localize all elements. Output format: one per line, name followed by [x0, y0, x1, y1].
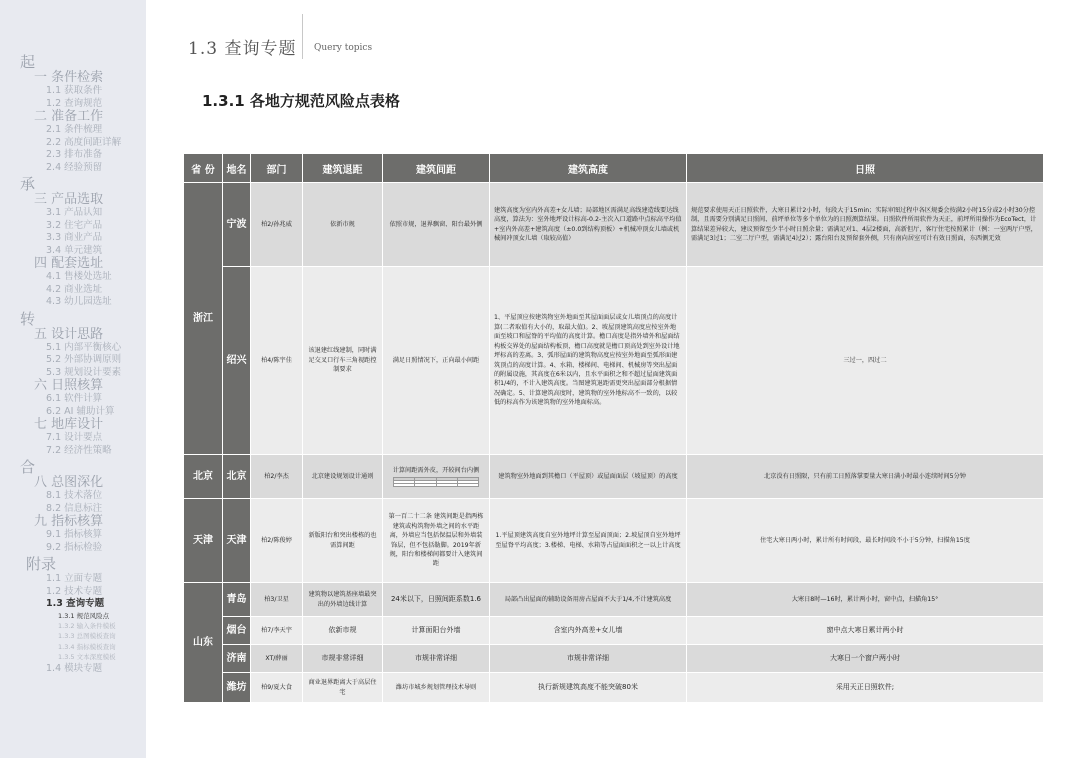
spacing-text: 计算间距需外皮，开较间台内侧: [392, 466, 480, 474]
height-cell: 建筑物室外地面到其檐口（平屋顶）或屋面面层（坡屋顶）的高度: [490, 455, 687, 499]
sidebar-section[interactable]: 五 设计思路: [34, 326, 104, 342]
sidebar-item[interactable]: 7.1 设计要点: [46, 432, 103, 443]
city-cell: 济南: [223, 645, 251, 673]
setback-cell: 依新市规: [303, 617, 383, 645]
height-cell: 1.平屋顶建筑高度自室外地坪计算至屋面顶面；2.坡屋顶自室外地坪至屋脊平均高度；3.楼梯、电梯、水箱等占屋面面积之一以上计高度: [490, 499, 687, 583]
city-cell: 青岛: [223, 583, 251, 617]
city-cell: 绍兴: [223, 267, 251, 455]
dept-cell: 柏9/夏大食: [251, 673, 303, 703]
sidebar-section[interactable]: 六 日照核算: [34, 378, 104, 393]
table-row: [184, 455, 1044, 499]
province-cell: 山东: [184, 583, 223, 703]
spacing-cell: 计算面阳台外墙: [383, 617, 490, 645]
sidebar-item[interactable]: 4.2 商业选址: [46, 283, 103, 295]
sidebar-item[interactable]: 9.2 指标检验: [46, 541, 103, 553]
column-header: 建筑退距: [303, 154, 383, 183]
spacing-cell: 依照市规，退界飘窗、阳台最外侧: [383, 183, 490, 267]
dept-cell: 柏2/陈俊婷: [251, 499, 303, 583]
dept-cell: XT/薛丽: [251, 645, 303, 673]
sidebar-subitem-active[interactable]: 1.3.1 规范风险点: [58, 611, 110, 620]
sidebar-item[interactable]: 6.1 软件计算: [46, 393, 103, 404]
sidebar-subitem[interactable]: 1.3.5 文本深度模板: [58, 653, 116, 662]
column-header: 建筑高度: [490, 154, 687, 183]
sidebar-item[interactable]: 2.4 经验预留: [46, 161, 103, 173]
sidebar-section[interactable]: 九 指标核算: [34, 514, 104, 529]
spacing-cell: [383, 455, 490, 499]
sidebar-item[interactable]: 9.1 指标核算: [46, 529, 103, 540]
sidebar-section[interactable]: 一 条件检索: [34, 70, 104, 85]
sidebar-phase: 起: [20, 53, 36, 71]
sidebar-item[interactable]: 5.1 内部平衡核心: [46, 341, 122, 353]
spacing-cell: 市规非常详细: [383, 645, 490, 673]
sidebar-item[interactable]: 2.1 条件梳理: [46, 124, 103, 135]
sidebar-nav: [0, 0, 146, 758]
spacing-cell: 24米以下，日照间距系数1.6: [383, 583, 490, 617]
page-subtitle: Query topics: [314, 43, 373, 53]
sunlight-cell: 采用天正日照软件;: [687, 673, 1044, 703]
sunlight-cell: 住宅大寒日两小时，累计所有时间段，最长时间段不小于5分钟，扫描角15度: [687, 499, 1044, 583]
sidebar-phase: 合: [20, 458, 36, 476]
height-cell: 建筑高度为室内外高差+女儿墙；局部地区需满足高线建造线要达线高度，算法为：室外地坪设计标高-0.2-主次入口道路中点标高平均值+室内外高差+建筑高度（±0.0到结构顶板）+机械冲顶女儿墙或机械间冲顶女儿墙（取较高值）: [490, 183, 687, 267]
table-row: [184, 583, 1044, 617]
sidebar-item[interactable]: 8.1 技术落位: [46, 490, 103, 501]
sidebar-item[interactable]: 1.2 技术专题: [46, 585, 103, 597]
sidebar-item[interactable]: 2.3 排布准备: [46, 149, 103, 160]
sidebar-section[interactable]: 三 产品选取: [34, 192, 104, 207]
dept-cell: 柏7/李天宇: [251, 617, 303, 645]
sidebar-item[interactable]: 4.1 售楼处选址: [46, 271, 112, 282]
sidebar-section[interactable]: 八 总图深化: [34, 475, 104, 490]
sidebar-appendix-title[interactable]: 附录: [26, 555, 57, 573]
sunlight-cell: 三过一，四过二: [687, 267, 1044, 455]
spacing-cell: 第一百二十二条 建筑间距是指两栋建筑或构筑物外墙之间的水平距离，外墙应当包括保温层和外墙装饰层，但不包括勒脚。2019年新规，阳台和楼梯间都要计入建筑间距: [383, 499, 490, 583]
sidebar-subitem[interactable]: 1.3.3 总图模板查询: [58, 632, 116, 641]
sidebar-subitem[interactable]: 1.3.2 输入条件模板: [58, 621, 116, 630]
table-row: [184, 617, 1044, 645]
column-header: 部门: [251, 154, 303, 183]
sidebar-phase: 转: [20, 309, 36, 328]
sidebar-item[interactable]: 3.2 住宅产品: [46, 219, 103, 231]
sunlight-cell: 规范要求使用天正日照软件，大寒日累计2小时，每段大于15min；实际审图过程中各区规委会按满2小时15分或2小时30分控制，且需要分别满足日照间、前坪单位等多个单位为的日照测算结果。日照软件所用软件为天正，前坪所用操作为EcoTect，计算结果差异较大，建议预留至少半小时日照余量；需满足对1、4层2楼面，高新但厅，客厅住宅按照累计（例：一室两厅户型，需满足3过1；二室二厅户型，需满足4过2）；露台阳台及预留套外侧，只有南向居室可计有效日照面，东西侧无效: [687, 183, 1044, 267]
sunlight-cell: 北京没有日照限，只有前工日照落掌要量大寒日满小时最小连续时间5分钟: [687, 455, 1044, 499]
column-header: 省 份: [184, 154, 223, 183]
table-header-row: [184, 154, 1044, 183]
setback-cell: 北京建设规划设计通则: [303, 455, 383, 499]
city-cell: 潍坊: [223, 673, 251, 703]
sidebar-section[interactable]: 二 准备工作: [34, 109, 104, 124]
sidebar-item-active[interactable]: 1.3 查询专题: [46, 598, 105, 609]
height-cell: 执行新规建筑高度不能突破80米: [490, 673, 687, 703]
table-row: [184, 645, 1044, 673]
province-cell: 天津: [184, 499, 223, 583]
height-cell: 含室内外高差+女儿墙: [490, 617, 687, 645]
sidebar-item[interactable]: 4.3 幼儿园选址: [46, 296, 112, 307]
column-header: 建筑间距: [383, 154, 490, 183]
sunlight-cell: 大寒日一个窗户两小时: [687, 645, 1044, 673]
sidebar-item[interactable]: 1.2 查询规范: [46, 97, 103, 109]
sidebar-section[interactable]: 七 地库设计: [34, 417, 104, 432]
dept-cell: 柏4/陈宇佳: [251, 267, 303, 455]
column-header: 地名: [223, 154, 251, 183]
setback-cell: 建筑物以建筑基座墙最突出的外墙边线计算: [303, 583, 383, 617]
sidebar-item[interactable]: 6.2 AI 辅助计算: [46, 405, 115, 417]
sidebar-item[interactable]: 3.4 单元建筑: [46, 244, 103, 256]
sidebar-item[interactable]: 8.2 信息标注: [46, 502, 103, 514]
sunlight-cell: 窗中点大寒日累计两小时: [687, 617, 1044, 645]
city-cell: 宁波: [223, 183, 251, 267]
sidebar-section[interactable]: 四 配套选址: [34, 256, 104, 271]
table-row: [184, 267, 1044, 455]
header-divider: [302, 14, 303, 59]
sidebar-item[interactable]: 1.1 立面专题: [46, 573, 103, 584]
setback-cell: 商业退界距离大于高层住宅: [303, 673, 383, 703]
table-row: [184, 673, 1044, 703]
risk-points-table: [183, 153, 1044, 703]
sidebar-item[interactable]: 5.3 规划设计要素: [46, 366, 122, 378]
city-cell: 烟台: [223, 617, 251, 645]
sidebar-subitem[interactable]: 1.3.4 指标模板查询: [58, 642, 116, 651]
table-row: [184, 499, 1044, 583]
city-cell: 天津: [223, 499, 251, 583]
sidebar-item[interactable]: 3.3 商业产品: [46, 232, 103, 243]
sidebar-item[interactable]: 1.1 获取条件: [46, 85, 103, 96]
sidebar-item[interactable]: 7.2 经济性策略: [46, 444, 112, 456]
spacing-cell: 潍坊市城乡规划管理技术导则: [383, 673, 490, 703]
height-cell: 局部凸出屋面的辅助设备用房占屋面不大于1/4,不计建筑高度: [490, 583, 687, 617]
setback-cell: 该退建红线建制，同时满足交叉口行车三角视距控制要求: [303, 267, 383, 455]
sidebar-item[interactable]: 2.2 高度间距详解: [46, 136, 122, 148]
height-cell: 市规非常详细: [490, 645, 687, 673]
dept-cell: 柏2/李杰: [251, 455, 303, 499]
dept-cell: 柏3/卫星: [251, 583, 303, 617]
sidebar-item[interactable]: 3.1 产品认知: [46, 207, 103, 218]
section-title: 1.3.1 各地方规范风险点表格: [202, 92, 400, 110]
dept-cell: 柏2/孙兆威: [251, 183, 303, 267]
city-cell: 北京: [223, 455, 251, 499]
province-cell: 北京: [184, 455, 223, 499]
spacing-cell: 满足日照情况下，正向最小间距: [383, 267, 490, 455]
spacing-thumbnail-table: [393, 477, 479, 487]
sidebar-item[interactable]: 5.2 外部协调原则: [46, 354, 122, 365]
sidebar-item[interactable]: 1.4 模块专题: [46, 662, 103, 674]
setback-cell: 新版阳台和突出楼栋的也需算间距: [303, 499, 383, 583]
column-header: 日照: [687, 154, 1044, 183]
province-cell: 浙江: [184, 183, 223, 455]
sidebar-phase: 承: [20, 175, 36, 193]
sunlight-cell: 大寒日8时—16时，累计两小时，窗中点，扫描角15°: [687, 583, 1044, 617]
setback-cell: 依新市规: [303, 183, 383, 267]
height-cell: 1、平屋顶应按建筑物室外地面至其屋面面层或女儿墙顶点的高度计算(二者取值有大小的，取最大值)。2、坡屋顶建筑高度应按室外地面至坡口和屋脊的平均值的高度计算。檐口高度是指外墙外和屋面结构板交界处的屋面结构板顶，檐口高度就是檐口顶高处到室外设计地坪标高的差离。3、弧形屋面的建筑物高度应按室外地面至弧形面建筑顶点的高度计算。4、水箱、楼梯间、电梯间、机械房等突出屋面的附属设施，其高度在6米以内，且水平面积之和不超过屋面建筑面积1/4的，不计入建筑高度。当图建筑退距需更突出屋面部分根据情况确定。5、计算建筑高度时，建筑物的室外地标高不一致的，以较低的标高作为该建筑物的室外地面标高。: [490, 267, 687, 455]
table-row: [184, 183, 1044, 267]
page-title: 1.3 查询专题: [188, 39, 297, 59]
setback-cell: 市规非常详细: [303, 645, 383, 673]
